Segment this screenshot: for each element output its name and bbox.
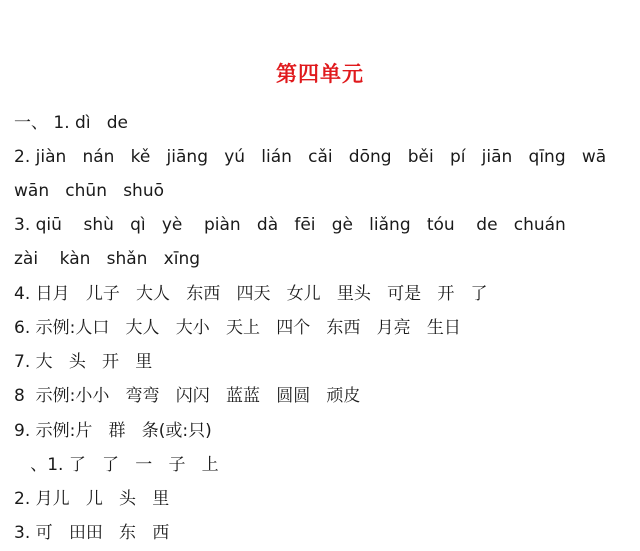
answer-line-9: 8 示例:小小 弯弯 闪闪 蓝蓝 圆圆 顽皮: [14, 386, 361, 406]
answer-line-5: zài kàn shǎn xīng: [14, 249, 201, 269]
answer-line-8: 7. 大 头 开 里: [14, 352, 153, 372]
answer-line-2: 2. jiàn nán kě jiāng yú lián cǎi dōng běi pí jiān qīng wā: [14, 147, 607, 167]
answer-line-4: 3. qiū shù qì yè piàn dà fēi gè liǎng tóu de chuán: [14, 215, 566, 235]
answer-line-1: 一、 1. dì de: [14, 113, 129, 133]
answer-line-13: 3. 可 田田 东 西: [14, 523, 170, 543]
answer-line-3: wān chūn shuō: [14, 181, 164, 201]
answer-line-11: 、1. 了 了 一 子 上: [14, 455, 219, 475]
page-title: 第四单元: [276, 62, 364, 86]
answer-line-12: 2. 月儿 儿 头 里: [14, 489, 170, 509]
answer-line-7: 6. 示例:人口 大人 大小 天上 四个 东西 月亮 生日: [14, 318, 461, 338]
answer-line-10: 9. 示例:片 群 条(或:只): [14, 421, 212, 441]
answer-line-6: 4. 日月 儿子 大人 东西 四天 女儿 里头 可是 开 了: [14, 284, 488, 304]
